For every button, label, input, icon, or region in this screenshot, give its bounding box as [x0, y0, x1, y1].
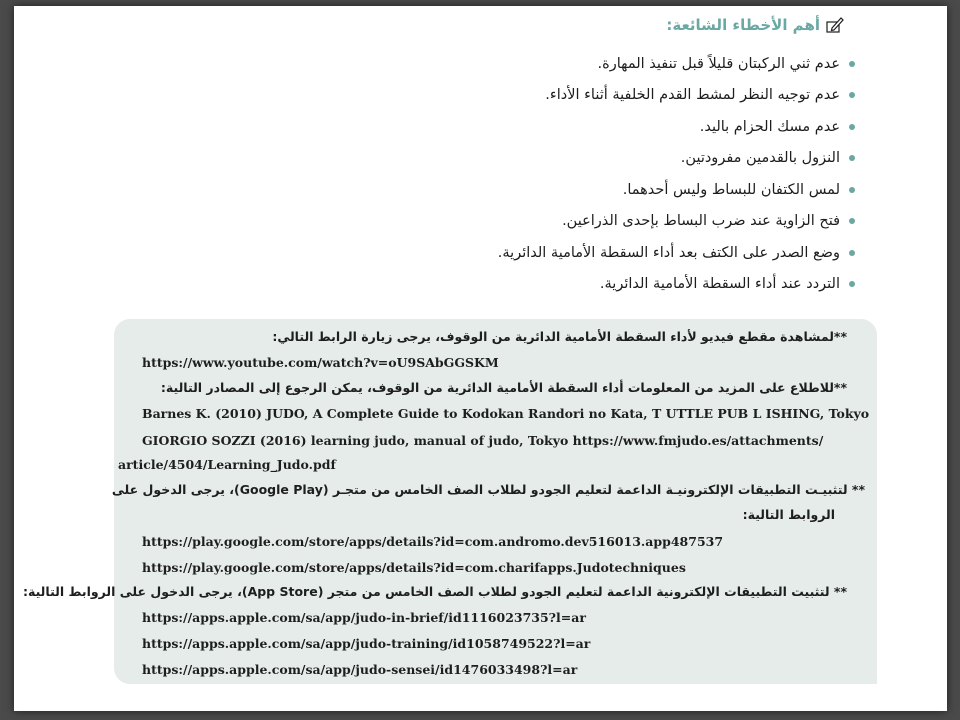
video-note: **لمشاهدة مقطع فيديو لأداء السقطة الأمامية الدائرية من الوقوف، يرجى زيارة الرابط التالي:	[272, 329, 847, 344]
bullet-dot	[849, 250, 855, 256]
bullet-dot	[849, 92, 855, 98]
source-sozzi-continued[interactable]: article/4504/Learning_Judo.pdf	[118, 457, 336, 472]
references-box	[23, 319, 877, 684]
document-page	[14, 6, 947, 711]
info-note: **للاطلاع على المزيد من المعلومات أداء السقطة الأمامية الدائرية من الوقوف، يمكن الرجوع إلى المصادر التالية:	[160, 380, 847, 395]
pencil-note-icon	[826, 16, 844, 34]
bullet-dot	[849, 124, 855, 130]
list-item: عدم مسك الحزام باليد.	[375, 111, 855, 143]
app-store-note: ** لتثبيت التطبيقات الإلكترونية الداعمة لتعليم الجودو لطلاب الصف الخامس من متجر (App Store)، يرجى الدخول على الروابط التالية:	[23, 584, 847, 599]
list-item: وضع الصدر على الكتف بعد أداء السقطة الأمامية الدائرية.	[375, 237, 855, 269]
source-sozzi[interactable]: GIORGIO SOZZI (2016) learning judo, manual of judo, Tokyo https://www.fmjudo.es/attachments/	[142, 433, 824, 448]
app-store-link-1[interactable]: https://apps.apple.com/sa/app/judo-in-brief/id1116023735?l=ar	[142, 610, 586, 625]
bullet-dot	[849, 218, 855, 224]
list-item: عدم توجيه النظر لمشط القدم الخلفية أثناء الأداء.	[375, 80, 855, 112]
google-play-note: ** لتثبيـت التطبيقات الإلكترونيـة الداعمة لتعليم الجودو لطلاب الصف الخامس من متجـر (Google Play)، يرجى الدخول على	[111, 482, 865, 497]
app-store-link-3[interactable]: https://apps.apple.com/sa/app/judo-sensei/id1476033498?l=ar	[142, 662, 578, 677]
list-item: النزول بالقدمين مفرودتين.	[375, 143, 855, 175]
bullet-dot	[849, 281, 855, 287]
common-mistakes-heading	[666, 16, 844, 34]
youtube-link[interactable]: https://www.youtube.com/watch?v=oU9SAbGGSKM	[142, 355, 499, 370]
heading-title: أهم الأخطاء الشائعة:	[666, 16, 820, 34]
bullet-dot	[849, 61, 855, 67]
mistakes-list	[375, 48, 855, 300]
bullet-dot	[849, 155, 855, 161]
source-barnes: Barnes K. (2010) JUDO, A Complete Guide to Kodokan Randori no Kata, T UTTLE PUB L ISHING, Tokyo	[142, 406, 870, 421]
list-item: التردد عند أداء السقطة الأمامية الدائرية.	[375, 269, 855, 301]
google-play-note-continued: الروابط التالية:	[742, 507, 835, 522]
google-play-link-2[interactable]: https://play.google.com/store/apps/details?id=com.charifapps.Judotechniques	[142, 560, 686, 575]
app-store-link-2[interactable]: https://apps.apple.com/sa/app/judo-training/id1058749522?l=ar	[142, 636, 591, 651]
list-item: فتح الزاوية عند ضرب البساط بإحدى الذراعين.	[375, 206, 855, 238]
bullet-dot	[849, 187, 855, 193]
list-item: عدم ثني الركبتان قليلاً قبل تنفيذ المهارة.	[375, 48, 855, 80]
list-item: لمس الكتفان للبساط وليس أحدهما.	[375, 174, 855, 206]
google-play-link-1[interactable]: https://play.google.com/store/apps/details?id=com.andromo.dev516013.app487537	[142, 534, 724, 549]
